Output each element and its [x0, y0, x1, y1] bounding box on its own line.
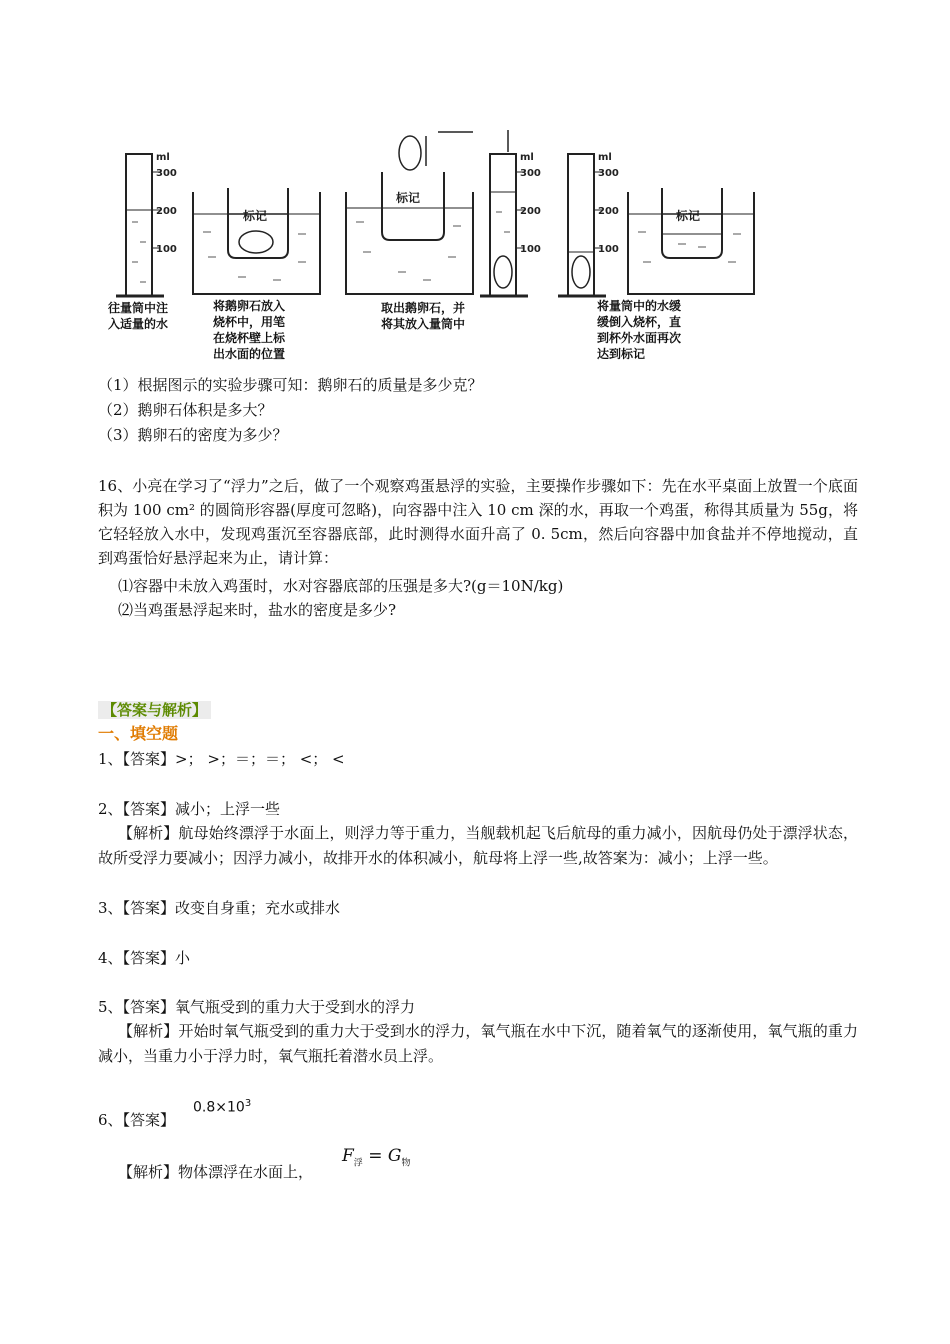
answer-4: 4、【答案】小: [98, 949, 191, 967]
answer-1: 1、【答案】>； >；＝；＝； <； <: [98, 750, 345, 768]
buoyancy-formula: $F_浮 = G_物$: [342, 1146, 411, 1169]
q15-sub3: （3）鹅卵石的密度为多少？: [98, 426, 288, 444]
scale-unit-3: ml: [598, 152, 612, 163]
q16-sub2: ⑵当鸡蛋悬浮起来时，盐水的密度是多少?: [118, 601, 397, 619]
step1-caption: 往量筒中注 入适量的水: [108, 301, 169, 331]
svg-text:100: 100: [598, 244, 619, 255]
answer-3: 3、【答案】改变自身重；充水或排水: [98, 899, 341, 917]
section-fill-in-blank: 一、填空题: [98, 724, 179, 743]
q16-sub1: ⑴容器中未放入鸡蛋时，水对容器底部的压强是多大?(g＝10N/kg): [118, 577, 564, 595]
svg-text:200: 200: [598, 206, 619, 217]
svg-text:100: 100: [520, 244, 541, 255]
scale-unit-2: ml: [520, 152, 534, 163]
tank-4: [628, 188, 754, 294]
mark-label-2: 标记: [396, 191, 421, 205]
svg-text:200: 200: [156, 206, 177, 217]
svg-text:100: 100: [156, 244, 177, 255]
scale-unit-1: ml: [156, 152, 170, 163]
answer-5: 5、【答案】氧气瓶受到的重力大于受到水的浮力: [98, 998, 416, 1016]
q16-text: 16、小亮在学习了“浮力”之后，做了一个观察鸡蛋悬浮的实验，主要操作步骤如下：先在水平桌面上放置一个底面积为 100 cm² 的圆筒形容器(厚度可忽略)，向容器中注入 10 cm 深的水，再取一个鸡蛋，称得其质量为 55g，将它轻轻放入水中，发现鸡蛋沉至容器底部，此时测得水面升高了 0. 5cm，然后向容器中加食盐并不停地搅动，直到鸡蛋恰好悬浮起来为止，请计算：: [98, 477, 858, 567]
q15-sub2: （2）鹅卵石体积是多大？: [98, 401, 273, 419]
step2-caption: 将鹅卵石放入 烧杯中，用笔 在烧杯壁上标 出水面的位置: [213, 299, 286, 361]
q15-sub1: （1）根据图示的实验步骤可知：鹅卵石的质量是多少克？: [98, 376, 483, 394]
experiment-figure: [98, 122, 858, 362]
answer-2: 2、【答案】减小；上浮一些: [98, 800, 281, 818]
mark-label-3: 标记: [676, 209, 701, 223]
answer-5-analysis: 【解析】开始时氧气瓶受到的重力大于受到水的浮力，氧气瓶在水中下沉，随着氧气的逐渐使用，氧气瓶的重力减小，当重力小于浮力时，氧气瓶托着潜水员上浮。: [98, 1022, 858, 1065]
tank-2: [346, 130, 508, 294]
mark-label-1: 标记: [243, 209, 268, 223]
answer-6: 6、【答案】: [98, 1111, 176, 1129]
answer-2-analysis: 【解析】航母始终漂浮于水面上，则浮力等于重力，当舰载机起飞后航母的重力减小，因航母仍处于漂浮状态，故所受浮力要减小；因浮力减小，故排开水的体积减小，航母将上浮一些,故答案为：减小；上浮一些。: [98, 824, 858, 867]
svg-text:200: 200: [520, 206, 541, 217]
svg-text:300: 300: [156, 168, 177, 179]
answer-6-analysis: 【解析】物体漂浮在水面上，: [118, 1163, 314, 1181]
svg-text:300: 300: [598, 168, 619, 179]
answer-6-value: $0.8\times 10^3$: [193, 1098, 252, 1116]
svg-text:300: 300: [520, 168, 541, 179]
step4-caption: 将量筒中的水缓 缓倒入烧杯，直 到杯外水面再次 达到标记: [597, 299, 682, 361]
step3-caption: 取出鹅卵石，并 将其放入量筒中: [381, 301, 466, 331]
tank-1: [193, 188, 320, 294]
answers-header: 【答案与解析】: [98, 700, 211, 720]
